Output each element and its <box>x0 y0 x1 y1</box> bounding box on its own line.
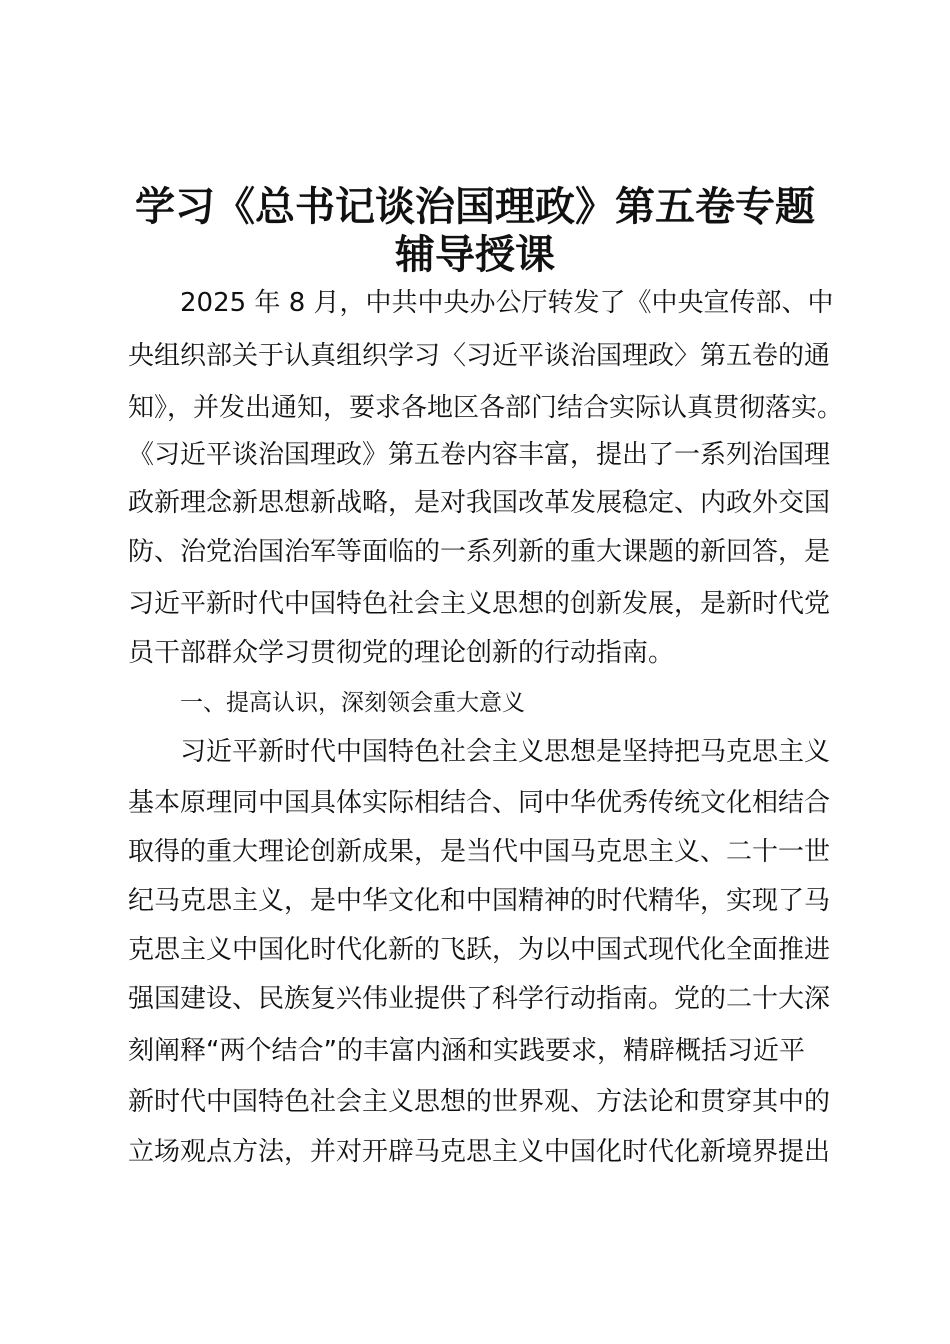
paragraph-line: 央组织部关于认真组织学习〈习近平谈治国理政〉第五卷的通 <box>128 341 831 371</box>
paragraph-line: 新时代中国特色社会主义思想的世界观、方法论和贯穿其中的 <box>128 1087 831 1117</box>
paragraph-line: 立场观点方法，并对开辟马克思主义中国化时代化新境界提出 <box>128 1137 831 1167</box>
paragraph-line: 基本原理同中国具体实际相结合、同中华优秀传统文化相结合 <box>128 788 831 818</box>
paragraph-line: 2025 年 8 月，中共中央办公厅转发了《中央宣传部、中 <box>180 288 834 318</box>
section-heading: 一、提高认识，深刻领会重大意义 <box>180 690 525 716</box>
paragraph-line: 刻阐释“两个结合”的丰富内涵和实践要求，精辟概括习近平 <box>128 1036 805 1066</box>
paragraph-line: 知》，并发出通知，要求各地区各部门结合实际认真贯彻落实。 <box>128 393 844 423</box>
paragraph-line: 强国建设、民族复兴伟业提供了科学行动指南。党的二十大深 <box>128 984 831 1014</box>
paragraph-line: 克思主义中国化时代化新的飞跃，为以中国式现代化全面推进 <box>128 935 831 965</box>
paragraph-line: 习近平新时代中国特色社会主义思想是坚持把马克思主义 <box>180 737 831 767</box>
document-title-line-2: 辅导授课 <box>395 232 555 278</box>
paragraph-line: 取得的重大理论创新成果，是当代中国马克思主义、二十一世 <box>128 837 831 867</box>
document-title-line-1: 学习《总书记谈治国理政》第五卷专题 <box>135 184 815 230</box>
paragraph-line: 纪马克思主义，是中华文化和中国精神的时代精华，实现了马 <box>128 886 831 916</box>
paragraph-line: 《习近平谈治国理政》第五卷内容丰富，提出了一系列治国理 <box>128 440 831 470</box>
paragraph-line: 习近平新时代中国特色社会主义思想的创新发展，是新时代党 <box>128 589 831 619</box>
paragraph-line: 防、治党治国治军等面临的一系列新的重大课题的新回答，是 <box>128 537 831 567</box>
paragraph-line: 员干部群众学习贯彻党的理论创新的行动指南。 <box>128 638 675 668</box>
paragraph-line: 政新理念新思想新战略，是对我国改革发展稳定、内政外交国 <box>128 488 831 518</box>
